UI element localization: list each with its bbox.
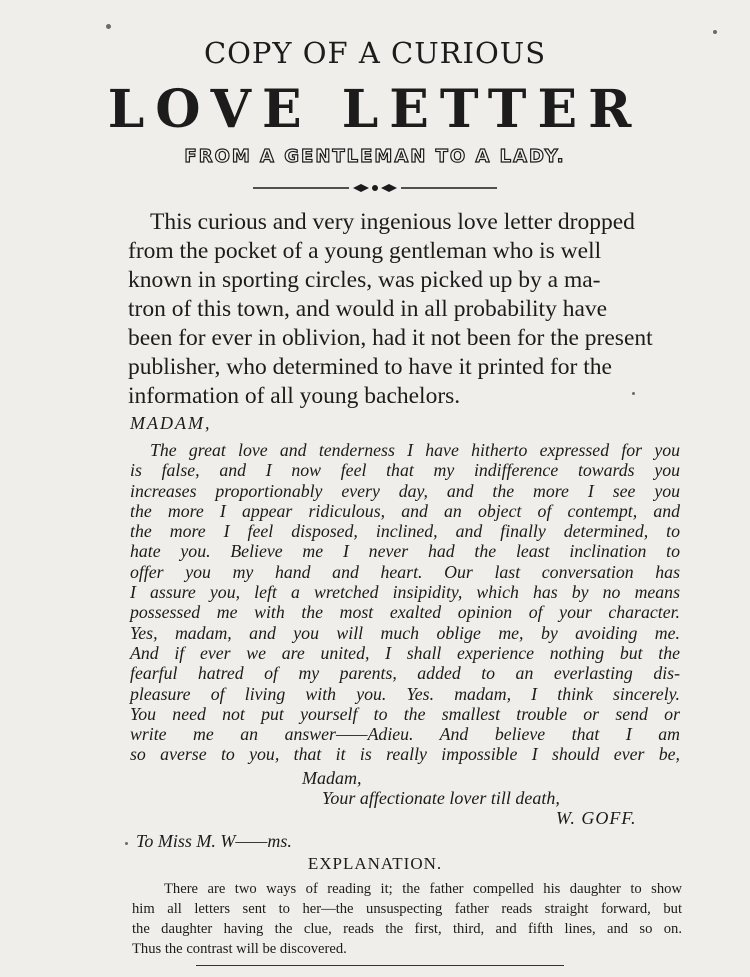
letter-line: write me an answer——Adieu. And believe that I am xyxy=(130,724,680,745)
ink-speck xyxy=(106,24,111,29)
explanation-line: him all letters sent to her—the unsuspecting father reads straight forward, but xyxy=(132,901,682,917)
letter-line: hate you. Believe me I never had the least inclination to xyxy=(130,541,680,562)
letter-salutation: MADAM, xyxy=(130,413,212,433)
letter-line: pleasure of living with you. Yes. madam, I think sincerely. xyxy=(130,683,680,704)
letter-line: The great love and tenderness I have hitherto expressed for you xyxy=(150,440,680,460)
letter-closing-madam: Madam, xyxy=(302,768,362,788)
letter-line: the more I feel disposed, inclined, and finally determined, to xyxy=(130,521,680,542)
explanation-heading: EXPLANATION. xyxy=(307,854,443,873)
letter-line: Yes, madam, and you will much oblige me, by avoiding me. xyxy=(130,622,680,643)
explanation-line: the daughter having the clue, reads the first, third, and fifth lines, and so on. xyxy=(132,921,682,937)
letter-signature: W. GOFF. xyxy=(556,808,637,828)
explanation-paragraph xyxy=(132,879,682,959)
letter-line: offer you my hand and heart. Our last conversation has xyxy=(130,561,680,582)
intro-line: known in sporting circles, was picked up by a ma- xyxy=(128,267,601,293)
intro-line: This curious and very ingenious love letter dropped xyxy=(150,209,635,235)
intro-line: been for ever in oblivion, had it not been for the present xyxy=(128,325,653,351)
title-main: LOVE LETTER xyxy=(107,79,643,140)
letter-line: I assure you, left a wretched insipidity, which has by no means xyxy=(130,582,680,603)
letter-line: And if ever we are united, I shall experience nothing but the xyxy=(130,642,680,663)
letter-body xyxy=(130,440,680,765)
letter-line: is false, and I now feel that my indifference towards you xyxy=(130,460,680,481)
letter-closing: Your affectionate lover till death, xyxy=(322,788,560,808)
intro-line: from the pocket of a young gentleman who is well xyxy=(128,238,602,264)
ink-speck xyxy=(713,30,717,34)
title-subtitle: FROM A GENTLEMAN TO A LADY. xyxy=(184,146,566,167)
letter-line: fearful hatred of my parents, added to an everlasting dis- xyxy=(130,663,680,684)
letter-line: You need not put yourself to the smallest trouble or send or xyxy=(130,703,680,724)
letter-line: the more I appear ridiculous, and an object of contempt, and xyxy=(130,500,680,521)
ornamental-rule-icon xyxy=(253,182,497,194)
ink-speck xyxy=(125,842,128,845)
explanation-line: There are two ways of reading it; the father compelled his daughter to show xyxy=(164,881,682,897)
letter-addressee: To Miss M. W——ms. xyxy=(136,831,292,851)
letter-line: possessed me with the most exalted opinion of your character. xyxy=(130,602,680,623)
title-line-1: COPY OF A CURIOUS xyxy=(203,36,547,70)
intro-line: tron of this town, and would in all probability have xyxy=(128,296,608,322)
intro-line: publisher, who determined to have it printed for the xyxy=(128,354,612,380)
intro-paragraph xyxy=(128,208,653,411)
letter-line: increases proportionably every day, and the more I see you xyxy=(130,480,680,501)
bottom-rule xyxy=(196,965,564,966)
letter-line: so averse to you, that it is really impossible I should ever be, xyxy=(130,744,680,765)
intro-line: information of all young bachelors. xyxy=(128,383,461,409)
ink-speck xyxy=(632,392,635,395)
explanation-line: Thus the contrast will be discovered. xyxy=(132,941,347,957)
